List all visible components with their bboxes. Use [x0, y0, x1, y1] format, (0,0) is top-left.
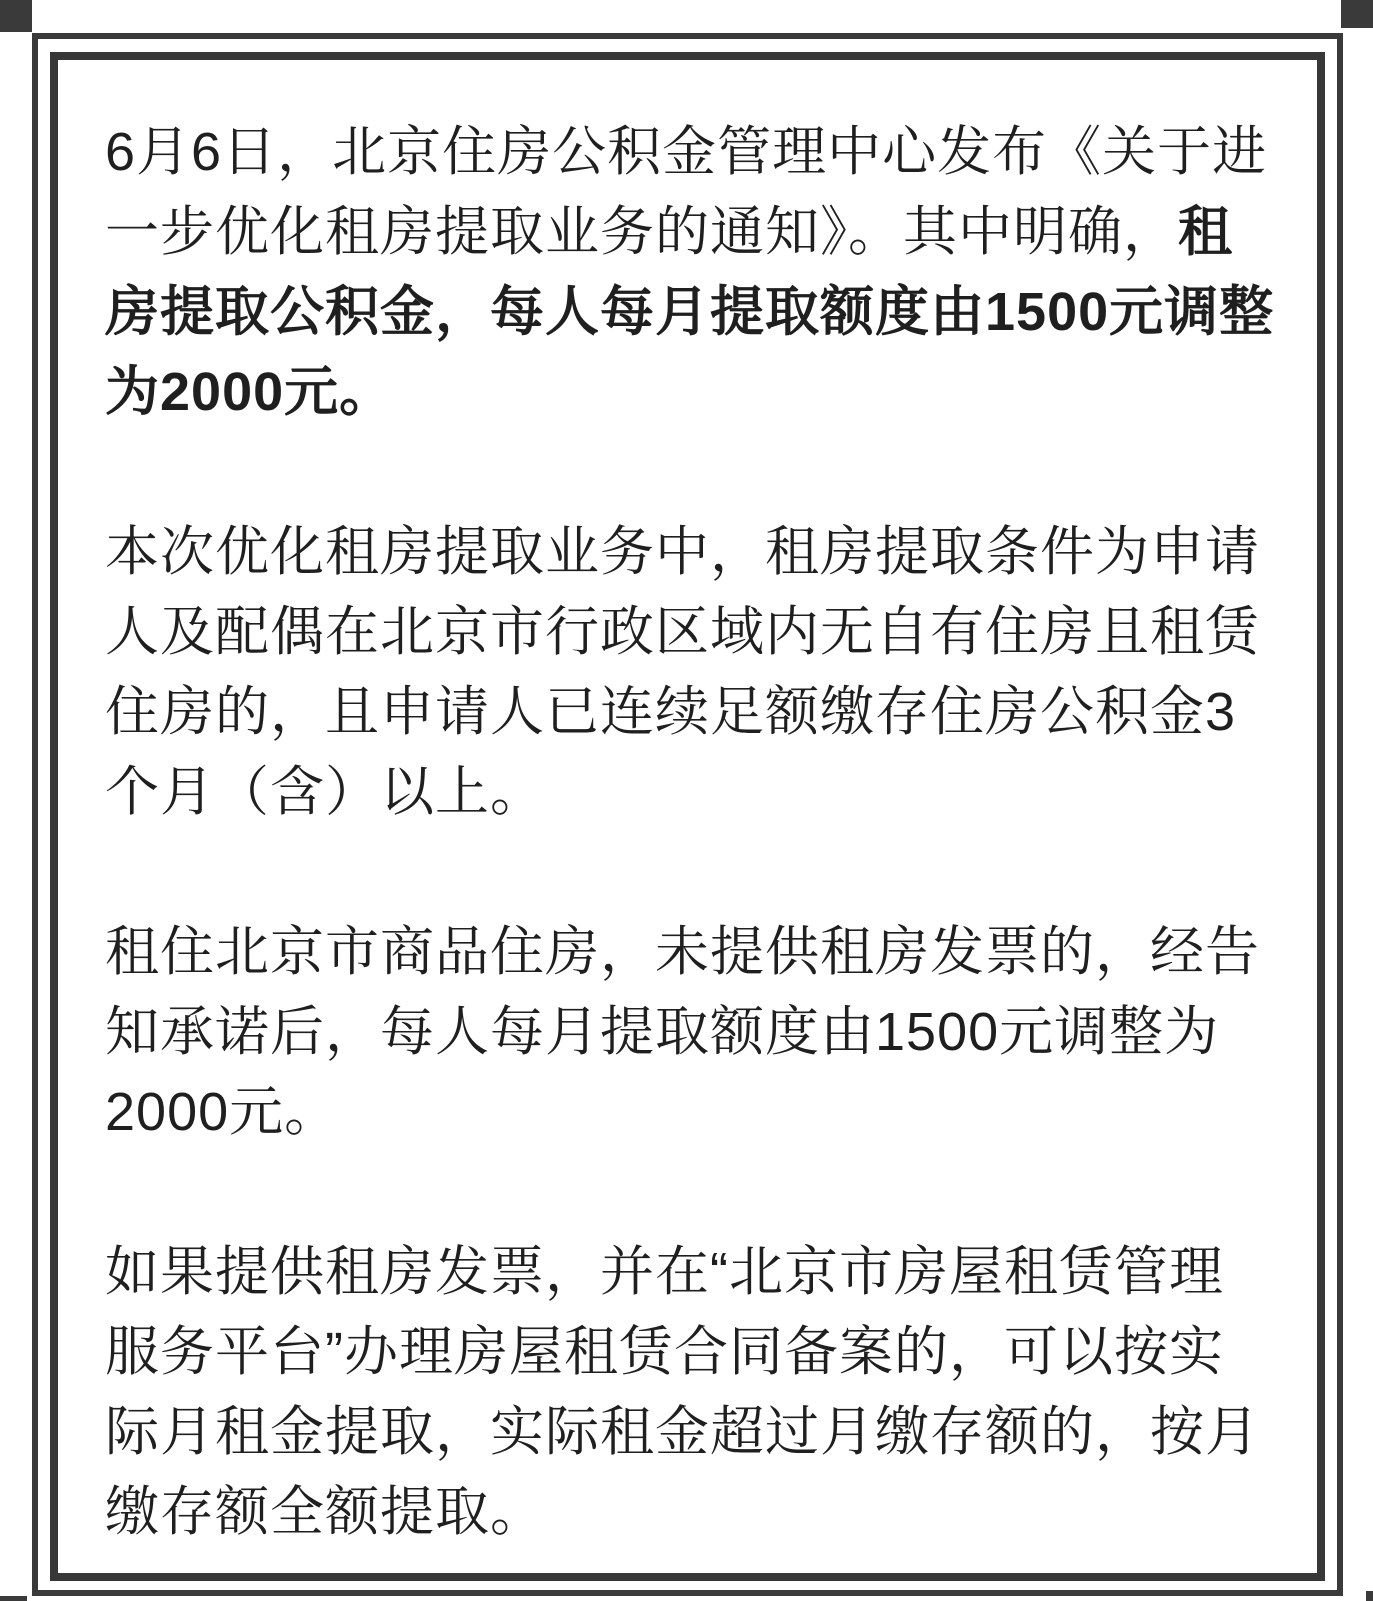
inner-frame [50, 52, 1325, 1581]
paragraph [105, 512, 1277, 832]
corner-square-top-right-icon [1341, 0, 1373, 28]
text-run: 本次优化租房提取业务中，租房提取条件为申请人及配偶在北京市行政区域内无自有住房且租赁住房的，且申请人已连续足额缴存住房公积金3个月（含）以上。 [105, 522, 1260, 822]
text-run: 如果提供租房发票，并在“北京市房屋租赁管理服务平台”办理房屋租赁合同备案的，可以按实际月租金提取，实际租金超过月缴存额的，按月缴存额全额提取。 [105, 1242, 1260, 1542]
corner-square-top-left-icon [0, 0, 32, 32]
bold-text-run: 租房提取公积金，每人每月提取额度由1500元调整为2000元。 [105, 202, 1275, 422]
outer-frame [32, 33, 1343, 1596]
corner-square-bottom-left-icon [0, 1596, 27, 1601]
text-run: 租住北京市商品住房，未提供租房发票的，经告知承诺后，每人每月提取额度由1500元调整为2000元。 [105, 922, 1260, 1142]
paragraph [105, 112, 1277, 432]
article-body [58, 60, 1317, 1573]
paragraph [105, 1232, 1277, 1552]
text-run: 6月6日，北京住房公积金管理中心发布《关于进一步优化租房提取业务的通知》。其中明确， [105, 122, 1268, 262]
paragraph [105, 912, 1277, 1152]
corner-square-bottom-right-icon [1366, 1591, 1373, 1601]
